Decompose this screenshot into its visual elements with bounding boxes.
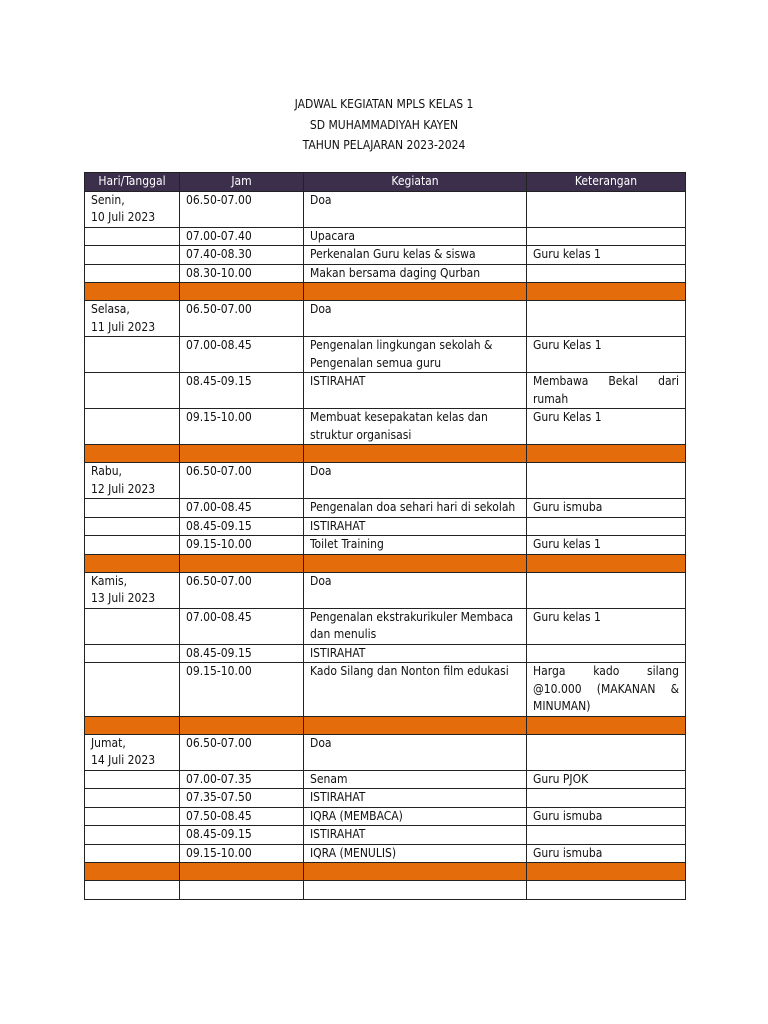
separator-cell [85,554,180,572]
separator-cell [180,445,304,463]
day-separator-row [85,445,686,463]
notes-cell: Harga kado silang @10.000 (MAKANAN & MINUMAN) [527,663,686,717]
activity-cell: Perkenalan Guru kelas & siswa [304,246,527,265]
table-row [85,373,686,409]
notes-cell [527,826,686,845]
activity-cell: Doa [304,301,527,337]
table-row [85,572,686,608]
activity-cell: Pengenalan ekstrakurikuler Membaca dan menulis [304,608,527,644]
activity-cell: ISTIRAHAT [304,644,527,663]
day-separator-row [85,554,686,572]
schedule-body [85,191,686,899]
document-title: JADWAL KEGIATAN MPLS KELAS 1 [294,97,474,111]
table-row [85,770,686,789]
time-cell: 09.15-10.00 [180,409,304,445]
separator-cell [304,554,527,572]
notes-cell: Guru kelas 1 [527,246,686,265]
time-cell: 06.50-07.00 [180,734,304,770]
separator-cell [180,863,304,881]
time-cell: 08.45-09.15 [180,373,304,409]
notes-cell: Guru Kelas 1 [527,409,686,445]
activity-cell: Toilet Training [304,536,527,555]
day-cell [85,246,180,265]
day-name: Kamis, [91,573,128,588]
notes-cell [527,227,686,246]
column-header-day: Hari/Tanggal [85,173,180,192]
notes-cell: Guru kelas 1 [527,608,686,644]
academic-year: TAHUN PELAJARAN 2023-2024 [302,138,466,152]
table-row [85,463,686,499]
day-name: Senin, [91,192,125,207]
notes-cell [527,191,686,227]
activity-cell: Membuat kesepakatan kelas dan struktur organisasi [304,409,527,445]
day-cell [85,572,180,608]
day-name: Rabu, [91,464,122,478]
day-date: 10 Juli 2023 [91,210,156,224]
notes-cell: Guru ismuba [527,807,686,826]
day-separator-row [85,716,686,734]
day-separator-row [85,283,686,301]
day-date: 12 Juli 2023 [91,481,156,496]
separator-cell [527,283,686,301]
day-cell [85,191,180,227]
separator-cell [180,283,304,301]
day-cell [85,264,180,283]
day-cell [85,770,180,789]
time-cell: 07.00-08.45 [180,337,304,373]
day-cell [85,463,180,499]
table-row [85,264,686,283]
separator-cell [85,716,180,734]
table-row [85,499,686,518]
day-date: 14 Juli 2023 [91,753,156,767]
notes-cell [527,644,686,663]
activity-cell: Makan bersama daging Qurban [304,264,527,283]
time-cell: 06.50-07.00 [180,301,304,337]
day-cell [85,517,180,536]
day-cell [85,734,180,770]
activity-cell: Pengenalan lingkungan sekolah & Pengenalan semua guru [304,337,527,373]
activity-cell: Doa [304,734,527,770]
table-row [85,844,686,863]
day-cell [85,409,180,445]
table-row [85,536,686,555]
notes-cell [527,301,686,337]
day-cell [85,663,180,717]
time-cell: 09.15-10.00 [180,536,304,555]
activity-cell: Pengenalan doa sehari hari di sekolah [304,499,527,518]
separator-cell [85,283,180,301]
activity-cell: Kado Silang dan Nonton film edukasi [304,663,527,717]
separator-cell [527,445,686,463]
day-cell [85,644,180,663]
empty-cell [527,881,686,900]
separator-cell [304,863,527,881]
day-cell [85,844,180,863]
day-cell [85,227,180,246]
separator-cell [527,716,686,734]
day-cell [85,337,180,373]
day-cell [85,826,180,845]
empty-cell [85,881,180,900]
day-cell [85,789,180,808]
day-name: Jumat, [91,735,126,750]
table-row [85,246,686,265]
notes-cell: Guru ismuba [527,499,686,518]
time-cell: 06.50-07.00 [180,191,304,227]
notes-cell: Guru kelas 1 [527,536,686,555]
day-cell [85,608,180,644]
notes-cell [527,789,686,808]
separator-cell [304,283,527,301]
notes-cell [527,734,686,770]
empty-cell [180,881,304,900]
notes-cell: Membawa Bekal dari rumah [527,373,686,409]
separator-cell [304,716,527,734]
table-row [85,644,686,663]
time-cell: 07.50-08.45 [180,807,304,826]
activity-cell: ISTIRAHAT [304,373,527,409]
time-cell: 07.00-07.40 [180,227,304,246]
activity-cell: IQRA (MEMBACA) [304,807,527,826]
table-row [85,663,686,717]
time-cell: 06.50-07.00 [180,572,304,608]
time-cell: 07.00-08.45 [180,499,304,518]
table-row [85,301,686,337]
table-row [85,409,686,445]
notes-cell [527,517,686,536]
activity-cell: IQRA (MENULIS) [304,844,527,863]
separator-cell [85,445,180,463]
time-cell: 06.50-07.00 [180,463,304,499]
activity-cell: ISTIRAHAT [304,789,527,808]
notes-cell: Guru PJOK [527,770,686,789]
day-date: 11 Juli 2023 [91,319,156,334]
table-row [85,807,686,826]
time-cell: 08.45-09.15 [180,644,304,663]
time-cell: 07.00-07.35 [180,770,304,789]
separator-cell [304,445,527,463]
notes-cell [527,264,686,283]
notes-cell [527,572,686,608]
table-row [85,789,686,808]
day-cell [85,807,180,826]
column-header-activity: Kegiatan [304,173,527,192]
day-cell [85,499,180,518]
separator-cell [85,863,180,881]
time-cell: 09.15-10.00 [180,844,304,863]
empty-cell [304,881,527,900]
table-row [85,337,686,373]
schedule-table [84,172,686,900]
table-header-row [85,173,686,192]
time-cell: 09.15-10.00 [180,663,304,717]
notes-cell: Guru Kelas 1 [527,337,686,373]
activity-cell: Doa [304,463,527,499]
time-cell: 07.00-08.45 [180,608,304,644]
empty-row [85,881,686,900]
day-name: Selasa, [91,302,130,316]
table-row [85,227,686,246]
separator-cell [180,716,304,734]
table-row [85,608,686,644]
document-title-block [0,94,768,156]
activity-cell: Upacara [304,227,527,246]
activity-cell: Senam [304,770,527,789]
day-date: 13 Juli 2023 [91,591,156,605]
notes-cell [527,463,686,499]
time-cell: 07.40-08.30 [180,246,304,265]
activity-cell: Doa [304,191,527,227]
time-cell: 08.45-09.15 [180,517,304,536]
separator-cell [527,863,686,881]
time-cell: 08.45-09.15 [180,826,304,845]
table-row [85,517,686,536]
time-cell: 08.30-10.00 [180,264,304,283]
day-cell [85,373,180,409]
day-cell [85,536,180,555]
column-header-notes: Keterangan [527,173,686,192]
day-cell [85,301,180,337]
activity-cell: Doa [304,572,527,608]
activity-cell: ISTIRAHAT [304,517,527,536]
notes-cell: Guru ismuba [527,844,686,863]
column-header-time: Jam [180,173,304,192]
table-row [85,191,686,227]
table-row [85,734,686,770]
time-cell: 07.35-07.50 [180,789,304,808]
day-separator-row [85,863,686,881]
separator-cell [180,554,304,572]
separator-cell [527,554,686,572]
activity-cell: ISTIRAHAT [304,826,527,845]
table-row [85,826,686,845]
school-name: SD MUHAMMADIYAH KAYEN [309,117,459,132]
